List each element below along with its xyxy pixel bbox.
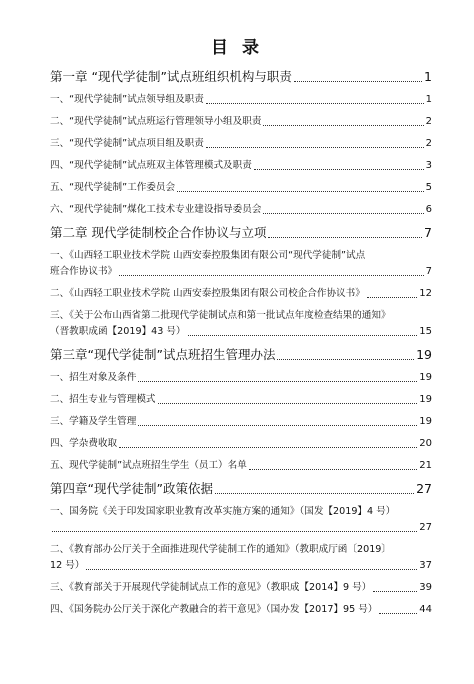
toc-entry-label: 四、“现代学徒制”试点班双主体管理模式及职责: [50, 160, 252, 171]
toc-section-4-2[interactable]: [50, 542, 432, 574]
dot-leader: [158, 403, 418, 404]
toc-page-number: 44: [419, 604, 432, 615]
toc-entry-label: 第一章 “现代学徒制”试点班组织机构与职责: [50, 69, 292, 84]
toc-entry-label: 三、学籍及学生管理: [50, 416, 137, 427]
toc-page-number: 19: [419, 416, 432, 427]
toc-entry-label: 一、招生对象及条件: [50, 372, 137, 383]
dot-leader: [379, 613, 417, 614]
toc-page-number: 27: [419, 522, 432, 533]
toc-entry-label: 二、招生专业与管理模式: [50, 394, 156, 405]
dot-leader: [215, 493, 414, 494]
dot-leader: [294, 81, 422, 82]
toc-entry-label-line1: 一、国务院《关于印发国家职业教育改革实施方案的通知》（国发【2019】4 号）: [50, 506, 396, 517]
toc-section-3-1[interactable]: [50, 370, 432, 386]
dot-leader: [263, 125, 423, 126]
toc-section-3-4[interactable]: [50, 436, 432, 452]
toc-chapter-1[interactable]: [50, 68, 432, 86]
toc-page-number: 15: [419, 326, 432, 337]
toc-entry-label: 二、“现代学徒制”试点班运行管理领导小组及职责: [50, 116, 262, 127]
toc-page-number: 7: [425, 266, 432, 277]
toc-page-number: 2: [425, 138, 432, 149]
toc-section-4-3[interactable]: [50, 580, 432, 596]
toc-entry-label: 三、《教育部关于开展现代学徒制试点工作的意见》（教职成【2014】9 号）: [50, 582, 372, 593]
toc-page-number: 5: [425, 182, 432, 193]
toc-entry-last-line: [50, 324, 432, 340]
dot-leader: [268, 237, 422, 238]
dot-leader: [367, 297, 417, 298]
toc-page-number: 19: [419, 372, 432, 383]
toc-entry-label-line1: 一、《山西轻工职业技术学院 山西安泰控股集团有限公司“现代学徒制”试点: [50, 250, 366, 261]
toc-entry-label-line1: 三、《关于公布山西省第二批现代学徒制试点和第一批试点年度检查结果的通知》: [50, 310, 391, 321]
toc-entry-label: 一、“现代学徒制”试点领导组及职责: [50, 94, 204, 105]
dot-leader: [52, 531, 417, 532]
toc-page-number: 12: [419, 288, 432, 299]
toc-title: 目 录: [211, 38, 263, 58]
toc-entry-label: 五、“现代学徒制”工作委员会: [50, 182, 176, 193]
dot-leader: [119, 275, 423, 276]
toc-entry-label-line2: 班合作协议书》: [50, 266, 118, 277]
toc-page-number: 3: [425, 160, 432, 171]
toc-chapter-2[interactable]: [50, 224, 432, 242]
toc-page-number: 1: [425, 94, 432, 105]
toc-page-number: 6: [425, 204, 432, 215]
toc-section-4-1[interactable]: [50, 504, 432, 536]
dot-leader: [138, 381, 417, 382]
toc-entry-label: 第二章 现代学徒制校企合作协议与立项: [50, 225, 267, 240]
toc-section-2-1[interactable]: [50, 248, 432, 280]
toc-entry-last-line: [50, 520, 432, 536]
toc-entry-label: 第四章“现代学徒制”政策依据: [50, 481, 213, 496]
dot-leader: [138, 425, 417, 426]
toc-page-number: 39: [419, 582, 432, 593]
toc-entry-label: 四、学杂费收取: [50, 438, 118, 449]
toc-entry-label-line2: 12 号）: [50, 560, 85, 571]
dot-leader: [373, 591, 417, 592]
toc-section-1-2[interactable]: [50, 114, 432, 130]
toc-entry-label: 六、“现代学徒制”煤化工技术专业建设指导委员会: [50, 204, 262, 215]
toc-page-number: 19: [419, 394, 432, 405]
toc-section-1-3[interactable]: [50, 136, 432, 152]
toc-section-2-2[interactable]: [50, 286, 432, 302]
toc-page-number: 7: [424, 225, 432, 240]
dot-leader: [188, 335, 418, 336]
dot-leader: [263, 213, 423, 214]
dot-leader: [277, 359, 414, 360]
toc-section-3-3[interactable]: [50, 414, 432, 430]
dot-leader: [206, 103, 424, 104]
toc-entry-label: 三、“现代学徒制”试点项目组及职责: [50, 138, 204, 149]
toc-page-number: 20: [419, 438, 432, 449]
toc-entry-label: 五、现代学徒制”试点班招生学生（员工）名单: [50, 460, 247, 471]
toc-entry-label-line2: （晋教职成函【2019】43 号）: [50, 326, 186, 337]
toc-entry-label: 第三章“现代学徒制”试点班招生管理办法: [50, 347, 276, 362]
toc-section-1-4[interactable]: [50, 158, 432, 174]
toc-page-number: 2: [425, 116, 432, 127]
dot-leader: [206, 147, 424, 148]
toc-page-number: 1: [424, 69, 432, 84]
toc-page-number: 21: [419, 460, 432, 471]
toc-entry-label: 二、《山西轻工职业技术学院 山西安泰控股集团有限公司校企合作协议书》: [50, 288, 365, 299]
toc-chapter-3[interactable]: [50, 346, 432, 364]
dot-leader: [119, 447, 417, 448]
dot-leader: [254, 169, 424, 170]
toc-section-1-1[interactable]: [50, 92, 432, 108]
toc-entry-label: 四、《国务院办公厅关于深化产教融合的若干意见》（国办发【2017】95 号）: [50, 604, 378, 615]
toc-section-4-4[interactable]: [50, 602, 432, 618]
toc-section-3-2[interactable]: [50, 392, 432, 408]
toc-entry-last-line: [50, 264, 432, 280]
dot-leader: [86, 569, 417, 570]
toc-entry-label-line1: 二、《教育部办公厅关于全面推进现代学徒制工作的通知》（教职成厅函〔2019〕: [50, 544, 392, 555]
toc-page-number: 19: [416, 347, 432, 362]
toc-page-number: 37: [419, 560, 432, 571]
dot-leader: [249, 469, 417, 470]
toc-section-3-5[interactable]: [50, 458, 432, 474]
toc-list: [50, 68, 432, 618]
toc-section-1-6[interactable]: [50, 202, 432, 218]
toc-section-1-5[interactable]: [50, 180, 432, 196]
toc-entry-last-line: [50, 558, 432, 574]
toc-section-2-3[interactable]: [50, 308, 432, 340]
dot-leader: [177, 191, 424, 192]
toc-page-number: 27: [416, 481, 432, 496]
toc-chapter-4[interactable]: [50, 480, 432, 498]
